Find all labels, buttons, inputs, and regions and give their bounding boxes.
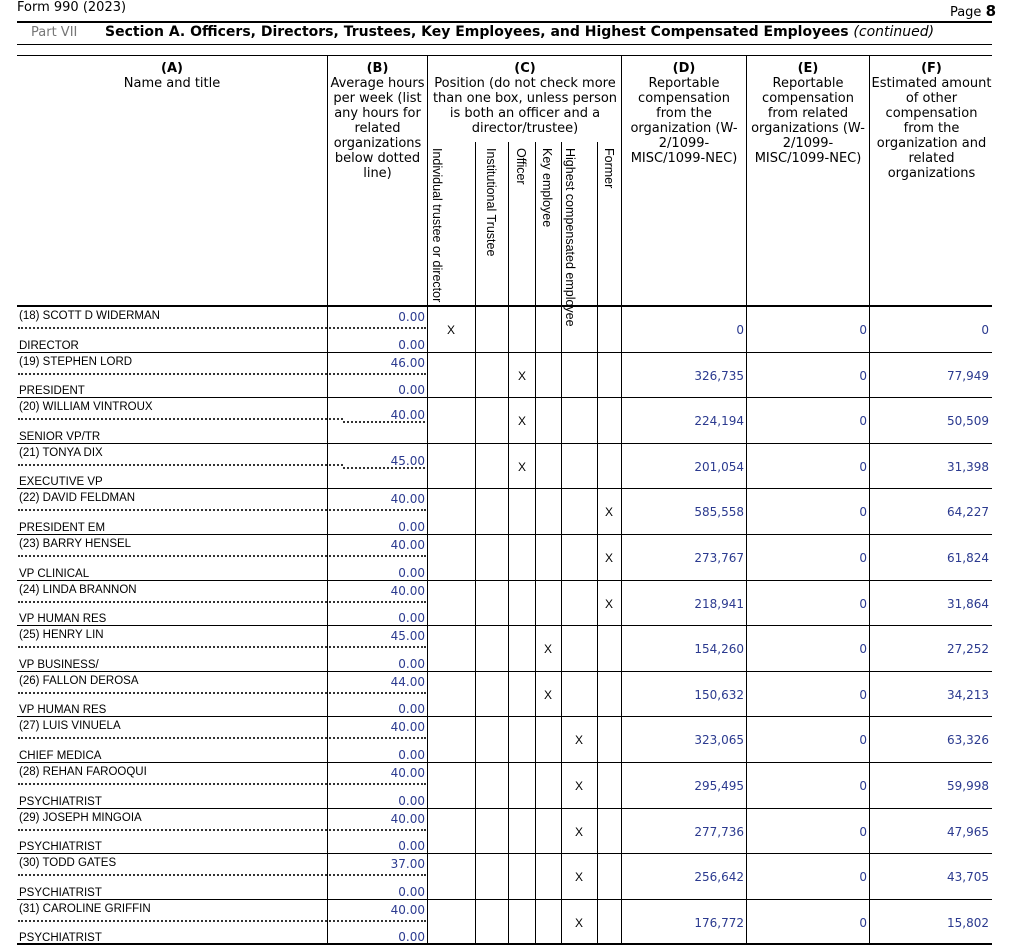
comp-reportable-org: 585,558 xyxy=(694,505,744,520)
c-sub-former: Former xyxy=(602,148,616,189)
c-sub-key-employee: Key employee xyxy=(540,148,554,228)
table-row xyxy=(17,626,992,672)
c-sub-individual-trustee: Individual trustee or director xyxy=(430,148,444,303)
table-row xyxy=(17,398,992,444)
comp-related-org: 0 xyxy=(859,687,867,702)
officer-name: (26) FALLON DEROSA xyxy=(19,674,139,687)
table-row xyxy=(17,809,992,855)
comp-other: 15,802 xyxy=(947,915,989,930)
position-checkmark: X xyxy=(575,779,584,793)
position-checkmark: X xyxy=(575,870,584,885)
hours-related: 0.00 xyxy=(398,839,425,854)
officer-name: (21) TONYA DIX xyxy=(19,446,103,459)
officer-name: (18) SCOTT D WIDERMAN xyxy=(19,310,160,322)
officer-name: (22) DAVID FELDMAN xyxy=(19,492,136,505)
table-row xyxy=(17,307,992,353)
officer-name: (28) REHAN FAROOQUI xyxy=(19,766,147,778)
comp-reportable-org: 218,941 xyxy=(694,596,744,611)
position-checkmark: X xyxy=(447,323,456,337)
officer-title: PSYCHIATRIST xyxy=(19,795,102,808)
comp-related-org: 0 xyxy=(859,824,867,839)
comp-related-org: 0 xyxy=(859,551,867,565)
c-sub-officer: Officer xyxy=(514,148,528,185)
officer-name: (31) CAROLINE GRIFFIN xyxy=(19,902,151,915)
page-indicator: Page 8 xyxy=(949,2,996,20)
comp-other: 50,509 xyxy=(947,414,989,429)
table-row xyxy=(17,900,992,946)
table-row xyxy=(17,581,992,627)
dotted-leader xyxy=(18,325,426,329)
table-row xyxy=(17,672,992,718)
position-checkmark: X xyxy=(544,687,553,702)
position-checkmark: X xyxy=(518,368,527,383)
form-number: Form 990 (2023) xyxy=(17,0,127,15)
comp-reportable-org: 326,735 xyxy=(694,368,744,383)
dotted-leader xyxy=(18,735,426,739)
hours-per-week: 40.00 xyxy=(390,583,425,598)
dotted-leader xyxy=(18,462,343,466)
hours-per-week: 37.00 xyxy=(390,857,425,872)
comp-other: 47,965 xyxy=(947,824,989,839)
officer-title: CHIEF MEDICA xyxy=(19,749,102,762)
officer-title: PSYCHIATRIST xyxy=(19,841,102,854)
form-header xyxy=(17,0,996,22)
position-checkmark: X xyxy=(575,733,584,748)
comp-other: 31,864 xyxy=(947,596,989,611)
officer-name: (30) TODD GATES xyxy=(19,857,117,870)
comp-other: 59,998 xyxy=(947,779,989,793)
comp-reportable-org: 273,767 xyxy=(694,551,744,565)
comp-other: 64,227 xyxy=(947,505,989,520)
comp-reportable-org: 224,194 xyxy=(694,414,744,429)
comp-related-org: 0 xyxy=(859,596,867,611)
section-title-bar xyxy=(17,21,992,45)
comp-other: 63,326 xyxy=(947,733,989,748)
officer-title: VP HUMAN RES xyxy=(19,704,107,717)
officer-name: (23) BARRY HENSEL xyxy=(19,538,132,550)
hours-related: 0.00 xyxy=(398,702,425,717)
part-label: Part VII xyxy=(31,25,78,40)
dotted-leader xyxy=(18,371,426,375)
comp-reportable-org: 201,054 xyxy=(694,459,744,474)
hours-related: 0.00 xyxy=(398,383,425,398)
comp-reportable-org: 256,642 xyxy=(694,870,744,885)
dotted-leader xyxy=(18,553,426,557)
hours-related: 0.00 xyxy=(398,611,425,626)
comp-related-org: 0 xyxy=(859,414,867,429)
officer-name: (29) JOSEPH MINGOIA xyxy=(19,811,142,824)
officer-title: PSYCHIATRIST xyxy=(19,886,102,899)
hours-per-week: 46.00 xyxy=(390,355,425,370)
position-checkmark: X xyxy=(518,414,527,429)
hours-related: 0.00 xyxy=(398,793,425,808)
position-checkmark: X xyxy=(518,459,527,474)
comp-reportable-org: 154,260 xyxy=(694,642,744,657)
comp-related-org: 0 xyxy=(859,915,867,930)
officer-name: (19) STEPHEN LORD xyxy=(19,355,133,368)
officer-title: EXECUTIVE VP xyxy=(19,476,103,489)
officer-title: PRESIDENT xyxy=(19,385,85,398)
hours-related: 0.00 xyxy=(398,337,425,352)
dotted-leader xyxy=(18,918,426,922)
table-row xyxy=(17,444,992,490)
officer-title: PSYCHIATRIST xyxy=(19,932,102,945)
comp-related-org: 0 xyxy=(859,733,867,748)
compensation-table xyxy=(17,55,992,944)
col-d-header: (D) Reportable compensation from the organization (W-2/1099-MISC/1099-NEC) xyxy=(630,61,738,166)
position-checkmark: X xyxy=(605,551,614,565)
position-checkmark: X xyxy=(575,824,584,839)
dotted-leader xyxy=(18,507,426,511)
officer-title: PRESIDENT EM xyxy=(19,521,106,534)
comp-reportable-org: 295,495 xyxy=(694,779,744,793)
hours-per-week: 44.00 xyxy=(390,674,425,689)
position-checkmark: X xyxy=(605,505,614,520)
comp-related-org: 0 xyxy=(859,779,867,793)
officer-title: VP CLINICAL xyxy=(19,567,90,580)
hours-per-week: 40.00 xyxy=(390,766,425,780)
officer-title: DIRECTOR xyxy=(19,339,79,352)
officer-name: (20) WILLIAM VINTROUX xyxy=(19,401,153,414)
position-checkmark: X xyxy=(575,915,584,930)
hours-related: 0.00 xyxy=(398,656,425,671)
officer-title: VP HUMAN RES xyxy=(19,613,107,626)
comp-reportable-org: 176,772 xyxy=(694,915,744,930)
table-row xyxy=(17,353,992,399)
hours-related: 0.00 xyxy=(398,930,425,945)
comp-other: 77,949 xyxy=(947,368,989,383)
table-row xyxy=(17,717,992,763)
table-row xyxy=(17,854,992,900)
hours-related: 0.00 xyxy=(398,565,425,580)
comp-related-org: 0 xyxy=(859,642,867,657)
comp-related-org: 0 xyxy=(859,870,867,885)
comp-reportable-org: 323,065 xyxy=(694,733,744,748)
officer-name: (24) LINDA BRANNON xyxy=(19,583,137,596)
dotted-leader xyxy=(18,599,426,603)
position-checkmark: X xyxy=(605,596,614,611)
comp-other: 43,705 xyxy=(947,870,989,885)
table-row xyxy=(17,763,992,809)
comp-reportable-org: 277,736 xyxy=(694,824,744,839)
comp-other: 27,252 xyxy=(947,642,989,657)
c-sub-highest-compensated: Highest compensated employee xyxy=(563,148,577,327)
position-checkmark: X xyxy=(544,642,553,657)
hours-per-week: 40.00 xyxy=(390,492,425,507)
officer-title: VP BUSINESS/ xyxy=(19,658,99,671)
hours-per-week: 40.00 xyxy=(390,720,425,735)
dotted-leader xyxy=(18,690,426,694)
hours-per-week: 40.00 xyxy=(390,538,425,552)
comp-other: 61,824 xyxy=(947,551,989,565)
comp-other: 31,398 xyxy=(947,459,989,474)
hours-per-week: 0.00 xyxy=(398,310,425,324)
officer-title: SENIOR VP/TR xyxy=(19,430,101,443)
officer-name: (25) HENRY LIN xyxy=(19,629,104,642)
hours-per-week: 40.00 xyxy=(390,811,425,826)
dotted-leader xyxy=(18,416,343,420)
hours-related: 0.00 xyxy=(398,884,425,899)
comp-related-org: 0 xyxy=(859,459,867,474)
dotted-leader xyxy=(18,872,426,876)
col-c-header: (C) Position (do not check more than one box, unless person is both an officer and a director/trustee) xyxy=(432,61,618,136)
dotted-leader xyxy=(18,644,426,648)
col-a-header: (A) Name and title xyxy=(123,61,221,91)
hours-related: 0.00 xyxy=(398,519,425,534)
col-e-header: (E) Reportable compensation from related organizations (W-2/1099-MISC/1099-NEC) xyxy=(751,61,865,166)
dotted-leader xyxy=(18,781,426,785)
comp-other: 0 xyxy=(981,323,989,337)
hours-per-week: 45.00 xyxy=(390,629,425,644)
section-title: Section A. Officers, Directors, Trustees, Key Employees, and Highest Compensated Employees (continued) xyxy=(105,24,935,40)
hours-related: 0.00 xyxy=(398,747,425,762)
hours-per-week: 40.00 xyxy=(390,408,425,423)
comp-related-org: 0 xyxy=(859,323,867,337)
officer-name: (27) LUIS VINUELA xyxy=(19,720,121,733)
col-b-header: (B) Average hours per week (list any hours for related organizations below dotted line) xyxy=(330,61,425,181)
table-row xyxy=(17,489,992,535)
comp-reportable-org: 150,632 xyxy=(694,687,744,702)
comp-related-org: 0 xyxy=(859,505,867,520)
hours-per-week: 45.00 xyxy=(390,453,425,468)
table-row xyxy=(17,535,992,581)
dotted-leader xyxy=(18,827,426,831)
hours-per-week: 40.00 xyxy=(390,902,425,917)
col-f-header: (F) Estimated amount of other compensation from the organization and related organizations xyxy=(871,61,992,181)
comp-reportable-org: 0 xyxy=(736,323,744,337)
c-sub-institutional-trustee: Institutional Trustee xyxy=(484,148,498,257)
comp-related-org: 0 xyxy=(859,368,867,383)
comp-other: 34,213 xyxy=(947,687,989,702)
